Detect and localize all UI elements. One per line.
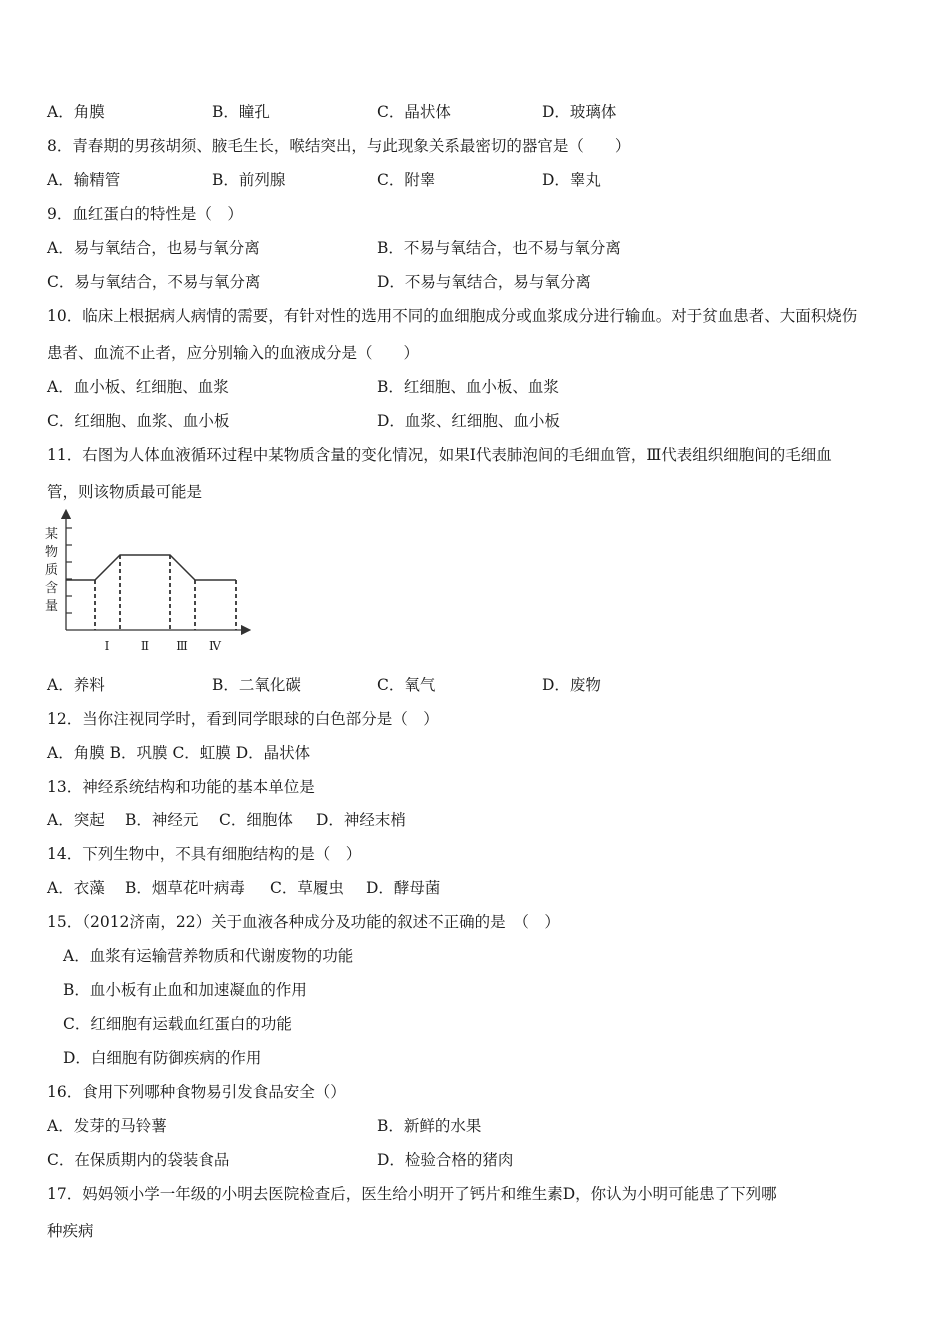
q11-option-d: D．废物 <box>542 676 601 694</box>
q15-option-d: D．白细胞有防御疾病的作用 <box>63 1049 262 1067</box>
region-dividers <box>95 555 236 630</box>
q8-option-c: C．附睾 <box>377 171 436 189</box>
q15-option-a: A．血浆有运输营养物质和代谢废物的功能 <box>63 947 354 965</box>
q14-option-b: B．烟草花叶病毒 <box>125 879 245 897</box>
q13-stem: 13．神经系统结构和功能的基本单位是 <box>47 778 315 796</box>
q17-stem-line2: 种疾病 <box>47 1222 94 1240</box>
q9-option-d: D．不易与氧结合，易与氧分离 <box>377 273 591 291</box>
q15-option-b: B．血小板有止血和加速凝血的作用 <box>63 981 307 999</box>
q7-option-a: A．角膜 <box>47 103 105 121</box>
q7-option-c: C．晶状体 <box>377 103 451 121</box>
y-ticks <box>66 528 72 613</box>
q11-option-c: C．氧气 <box>377 676 436 694</box>
q13-option-c: C．细胞体 <box>219 811 293 829</box>
x-category-label: Ⅲ <box>176 639 188 653</box>
q9-option-c: C．易与氧结合，不易与氧分离 <box>47 273 261 291</box>
q15-option-c: C．红细胞有运载血红蛋白的功能 <box>63 1015 292 1033</box>
q13-option-d: D．神经末梢 <box>316 811 406 829</box>
q8-option-a: A．输精管 <box>47 171 121 189</box>
q10-option-b: B．红细胞、血小板、血浆 <box>377 378 559 396</box>
y-label-char: 某 <box>45 527 59 542</box>
q16-option-b: B．新鲜的水果 <box>377 1117 482 1135</box>
q13-option-a: A．突起 <box>47 811 105 829</box>
substance-level-chart <box>38 508 253 660</box>
series-line <box>66 555 236 580</box>
q12-stem: 12．当你注视同学时，看到同学眼球的白色部分是（ ） <box>47 710 439 728</box>
q10-option-d: D．血浆、红细胞、血小板 <box>377 412 560 430</box>
y-axis-label <box>45 527 58 614</box>
q9-option-b: B．不易与氧结合，也不易与氧分离 <box>377 239 621 257</box>
q10-option-a: A．血小板、红细胞、血浆 <box>47 378 229 396</box>
q17-stem-line1: 17．妈妈领小学一年级的小明去医院检查后，医生给小明开了钙片和维生素D，你认为小明可能患了下列哪 <box>47 1185 777 1203</box>
x-category-labels <box>105 639 222 653</box>
q11-stem-line2: 管，则该物质最可能是 <box>47 483 203 501</box>
y-label-char: 量 <box>45 599 59 614</box>
y-label-char: 物 <box>45 545 59 560</box>
q7-option-b: B．瞳孔 <box>212 103 270 121</box>
q14-stem: 14．下列生物中，不具有细胞结构的是（ ） <box>47 845 362 863</box>
q8-option-b: B．前列腺 <box>212 171 286 189</box>
x-category-label: Ⅳ <box>209 639 221 653</box>
q12-options: A．角膜 B．巩膜 C．虹膜 D．晶状体 <box>47 744 311 762</box>
q16-option-d: D．检验合格的猪肉 <box>377 1151 514 1169</box>
q7-option-d: D．玻璃体 <box>542 103 617 121</box>
q13-option-b: B．神经元 <box>125 811 199 829</box>
q14-option-c: C．草履虫 <box>270 879 344 897</box>
q16-option-c: C．在保质期内的袋装食品 <box>47 1151 230 1169</box>
q16-option-a: A．发芽的马铃薯 <box>47 1117 167 1135</box>
y-label-char: 质 <box>45 563 59 578</box>
x-category-label: Ⅱ <box>140 639 150 653</box>
q14-option-d: D．酵母菌 <box>366 879 441 897</box>
q16-stem: 16．食用下列哪种食物易引发食品安全（） <box>47 1083 346 1101</box>
q15-stem: 15．（2012济南，22）关于血液各种成分及功能的叙述不正确的是 （ ） <box>47 913 560 931</box>
q11-option-b: B．二氧化碳 <box>212 676 301 694</box>
q10-stem-line2: 患者、血流不止者，应分别输入的血液成分是（ ） <box>47 344 420 362</box>
q14-option-a: A．衣藻 <box>47 879 105 897</box>
q11-option-a: A．养料 <box>47 676 105 694</box>
q9-option-a: A．易与氧结合，也易与氧分离 <box>47 239 260 257</box>
q9-stem: 9．血红蛋白的特性是（ ） <box>47 205 243 223</box>
q10-option-c: C．红细胞、血浆、血小板 <box>47 412 230 430</box>
q8-option-d: D．睾丸 <box>542 171 601 189</box>
q10-stem-line1: 10．临床上根据病人病情的需要，有针对性的选用不同的血细胞成分或血浆成分进行输血。对于贫血患者、大面积烧伤 <box>47 307 858 325</box>
x-category-label: Ⅰ <box>104 639 110 653</box>
y-label-char: 含 <box>45 581 59 596</box>
q11-stem-line1: 11．右图为人体血液循环过程中某物质含量的变化情况，如果Ⅰ代表肺泡间的毛细血管，Ⅲ代表组织细胞间的毛细血 <box>47 446 832 464</box>
q8-stem: 8．青春期的男孩胡须、腋毛生长，喉结突出，与此现象关系最密切的器官是（ ） <box>47 137 631 155</box>
